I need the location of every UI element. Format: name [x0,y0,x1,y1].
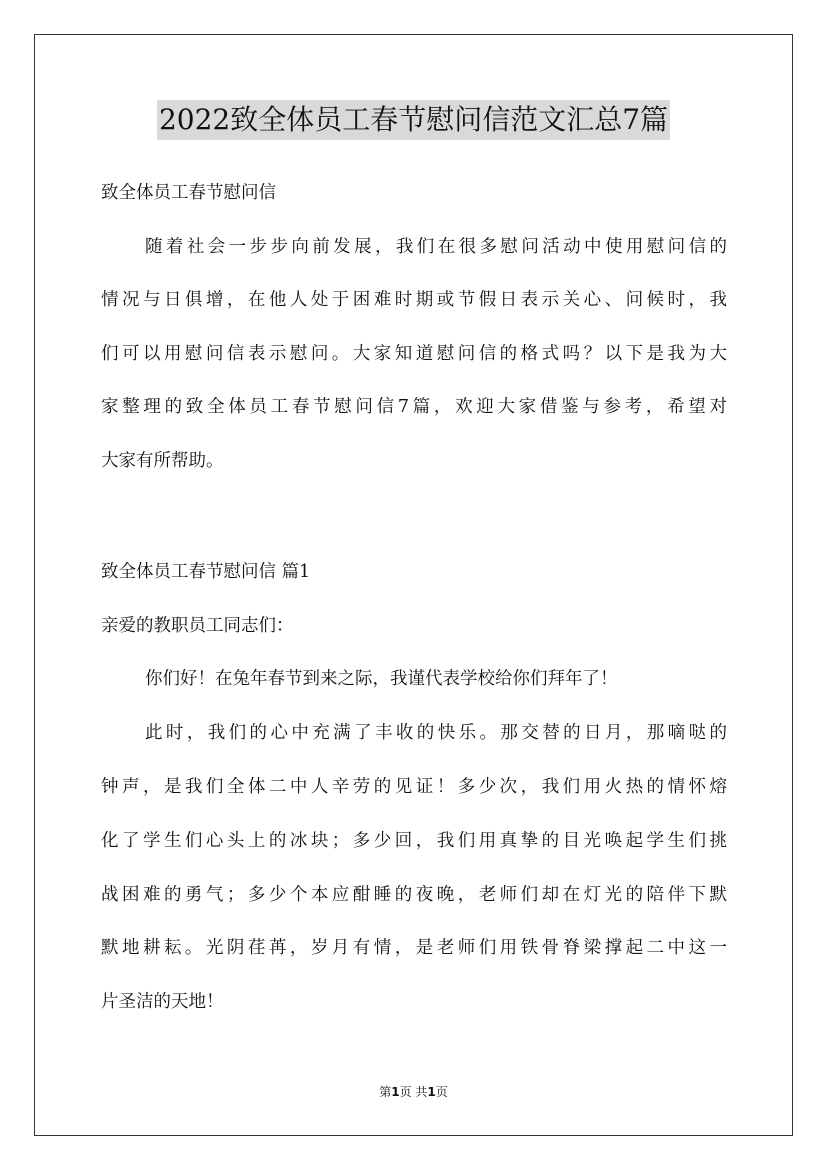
paragraph-line: 此时，我们的心中充满了丰收的快乐。那交替的日月，那嘀哒的 [145,723,727,743]
paragraph-line: 钟声，是我们全体二中人辛劳的见证！多少次，我们用火热的情怀熔 [101,777,727,797]
footer-mid: 页 共 [399,1085,428,1099]
title-container [0,100,827,140]
footer-page-total: 1 [427,1085,436,1099]
paragraph-line: 战困难的勇气；多少个本应酣睡的夜晚，老师们却在灯光的陪伴下默 [101,885,727,905]
paragraph-line: 们可以用慰问信表示慰问。大家知道慰问信的格式吗？以下是我为大 [101,344,727,364]
footer-prefix: 第 [379,1085,392,1099]
page-footer [0,1083,827,1100]
document-title: 2022致全体员工春节慰问信范文汇总7篇 [157,100,670,140]
paragraph-line: 大家有所帮助。 [101,451,224,471]
section-heading: 致全体员工春节慰问信 篇1 [101,562,311,582]
paragraph-line: 情况与日俱增，在他人处于困难时期或节假日表示关心、问候时，我 [101,290,727,310]
footer-suffix: 页 [435,1085,448,1099]
section-heading: 致全体员工春节慰问信 [101,183,276,203]
footer-page-number: 1 [391,1085,400,1099]
salutation: 亲爱的教职员工同志们： [101,616,294,636]
paragraph-line: 片圣洁的天地！ [101,992,224,1012]
paragraph-line: 家整理的致全体员工春节慰问信7篇，欢迎大家借鉴与参考，希望对 [101,397,727,417]
paragraph-line: 化了学生们心头上的冰块；多少回，我们用真挚的目光唤起学生们挑 [101,831,727,851]
paragraph-line: 默地耕耘。光阴荏苒，岁月有情，是老师们用铁骨脊梁撑起二中这一 [101,938,727,958]
paragraph-line: 你们好！在兔年春节到来之际，我谨代表学校给你们拜年了！ [145,669,618,689]
paragraph-line: 随着社会一步步向前发展，我们在很多慰问活动中使用慰问信的 [145,237,727,257]
